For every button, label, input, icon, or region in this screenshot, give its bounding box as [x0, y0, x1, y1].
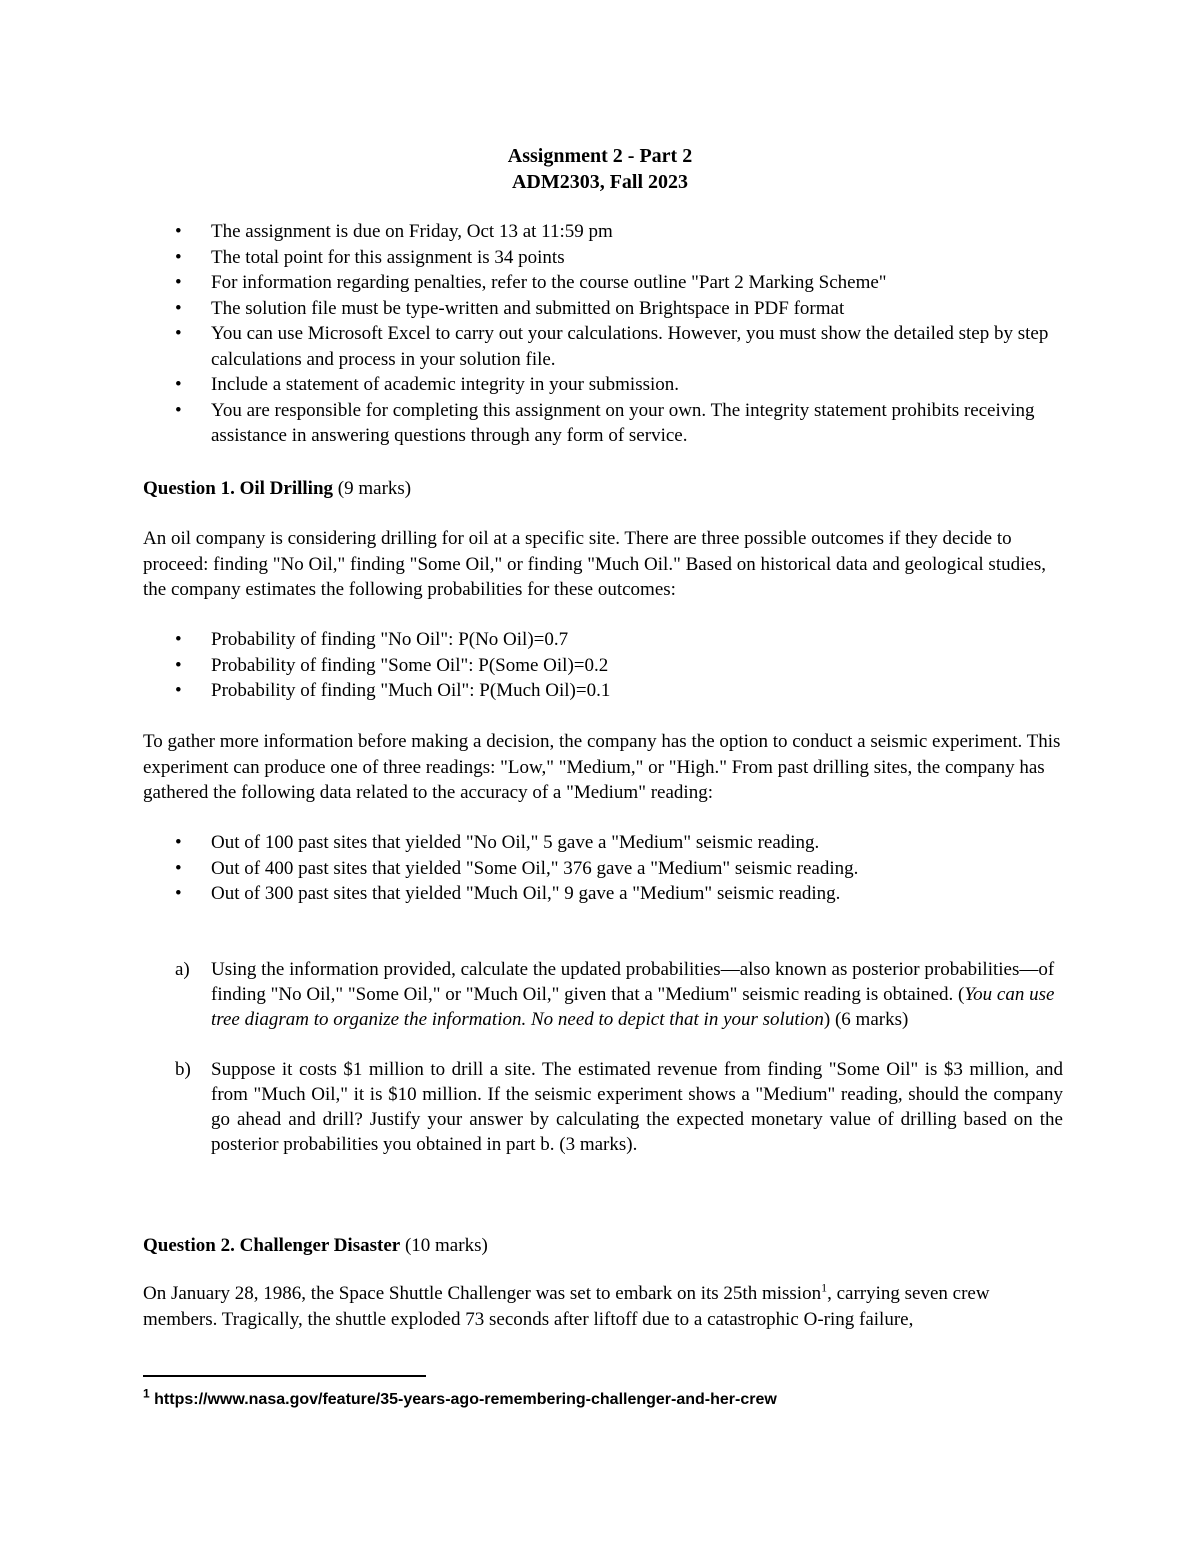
probability-list — [143, 627, 1063, 704]
bullet-icon: • — [175, 832, 182, 853]
footnote-divider — [143, 1375, 426, 1377]
list-item: • You can use Microsoft Excel to carry out your calculations. However, you must show the detailed step by step calculations and process in your solution file. — [175, 323, 1049, 370]
footnote-link[interactable]: https://www.nasa.gov/feature/35-years-ago-remembering-challenger-and-her-crew — [154, 1391, 777, 1408]
bullet-icon: • — [175, 297, 182, 319]
bullet-icon: • — [175, 654, 182, 676]
list-item: • For information regarding penalties, refer to the course outline "Part 2 Marking Scheme" — [143, 270, 1063, 296]
bullet-icon: • — [175, 680, 182, 701]
list-item: • Out of 100 past sites that yielded "No Oil," 5 gave a "Medium" seismic reading. — [143, 830, 1063, 856]
bullet-icon: • — [175, 323, 182, 344]
q2-heading: Question 2. Challenger Disaster (10 marks) — [143, 1235, 488, 1256]
q1-heading: Question 1. Oil Drilling (9 marks) — [143, 478, 412, 499]
bullet-icon: • — [175, 629, 182, 650]
question-part-a: a) Using the information provided, calculate the updated probabilities—also known as posterior probabilities—of finding "No Oil," "Some Oil," or "Much Oil," given that a "Medium" seismic reading is obtained. (You can use tree diagram to organize the information. No need to depict that in your solution) (6 marks) — [175, 959, 1055, 1030]
bullet-icon: • — [175, 857, 182, 879]
assignment-title: Assignment 2 - Part 2 — [507, 145, 693, 167]
seismic-intro: To gather more information before making a decision, the company has the option to conduct a seismic experiment. This experiment can produce one of three readings: "Low," "Medium," or "High." From past drilling sites, the company has gathered the following data related to the accuracy of a "Medium" reading: — [143, 731, 1061, 803]
bullet-icon: • — [175, 272, 182, 293]
footnote: $^1$ https://www.nasa.gov/feature/35-years-ago-remembering-challenger-and-her-crew — [143, 1386, 777, 1408]
seismic-data-list — [143, 830, 1063, 907]
list-item: • You are responsible for completing this assignment on your own. The integrity statement prohibits receiving assistance in answering questions through any form of service. — [175, 399, 1035, 446]
q2-intro: On January 28, 1986, the Space Shuttle Challenger was set to embark on its 25th mission$^1$, carrying seven crew members. Tragically, the shuttle exploded 73 seconds after liftoff due to a catastrophic O-ring failure, — [143, 1280, 990, 1330]
list-item: • The solution file must be type-written and submitted on Brightspace in PDF format — [143, 296, 1063, 322]
list-item: • Probability of finding "Some Oil": P(Some Oil)=0.2 — [143, 653, 1063, 679]
bullet-icon: • — [175, 246, 182, 268]
list-item: • Out of 300 past sites that yielded "Much Oil," 9 gave a "Medium" seismic reading. — [143, 881, 1063, 907]
bullet-icon: • — [175, 374, 182, 395]
q1-parts — [143, 957, 1063, 1157]
list-item: • The total point for this assignment is 34 points — [143, 245, 1063, 271]
list-item: • Include a statement of academic integrity in your submission. — [143, 372, 1063, 398]
bullet-icon: • — [175, 399, 182, 421]
bullet-icon: • — [175, 883, 182, 904]
q1-intro: An oil company is considering drilling for oil at a specific site. There are three possible outcomes if they decide to proceed: finding "No Oil," finding "Some Oil," or finding "Much Oil." Based on historical data and geological studies, the company estimates the following probabilities for these outcomes: — [143, 528, 1046, 600]
list-item: • Probability of finding "No Oil": P(No Oil)=0.7 — [143, 627, 1063, 653]
bullet-icon: • — [175, 221, 182, 242]
list-item: • Probability of finding "Much Oil": P(Much Oil)=0.1 — [143, 678, 1063, 704]
instructions-list — [143, 219, 1063, 449]
question-part-b: b) Suppose it costs $1 million to drill a site. The estimated revenue from finding "Some Oil" is $3 million, and from "Much Oil," it is $10 million. If the seismic experiment shows a "Medium" reading, should the company go ahead and drill? Justify your answer by calculating the expected monetary value of drilling based on the posterior probabilities you obtained in part b. (3 marks). — [175, 1059, 1063, 1155]
list-item: • The assignment is due on Friday, Oct 13 at 11:59 pm — [143, 219, 1063, 245]
list-item: • Out of 400 past sites that yielded "Some Oil," 376 gave a "Medium" seismic reading. — [143, 856, 1063, 882]
course-title: ADM2303, Fall 2023 — [511, 171, 689, 193]
footnote-reference[interactable]: 1 — [821, 1280, 828, 1295]
